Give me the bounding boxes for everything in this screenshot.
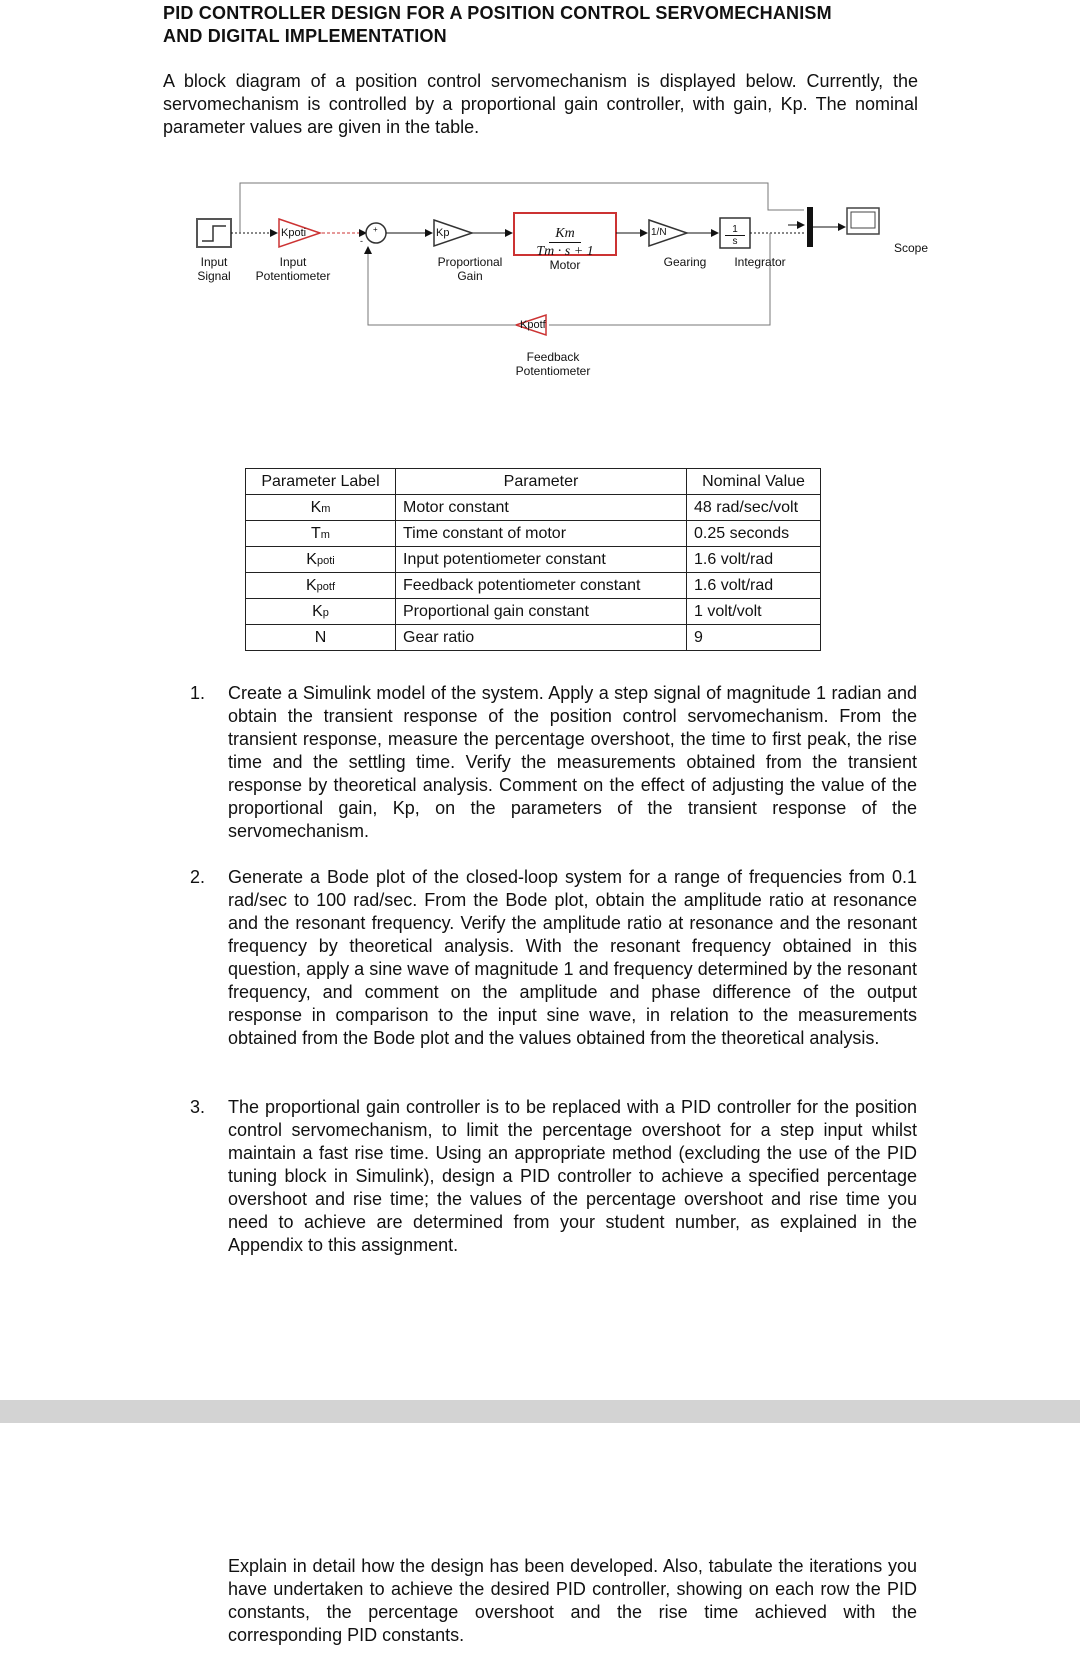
title-line-2: AND DIGITAL IMPLEMENTATION bbox=[163, 26, 447, 46]
mux-block bbox=[807, 207, 813, 247]
row-symbol: Kpotf bbox=[246, 573, 396, 599]
integrator-denominator: s bbox=[732, 236, 738, 247]
row-value: 1.6 volt/rad bbox=[687, 547, 821, 573]
header-parameter: Parameter bbox=[396, 469, 687, 495]
row-parameter: Input potentiometer constant bbox=[396, 547, 687, 573]
row-symbol: Kpoti bbox=[246, 547, 396, 573]
question-1 bbox=[190, 682, 917, 843]
motor-numerator: Km bbox=[549, 225, 580, 243]
question-number: 3. bbox=[190, 1097, 206, 1117]
label-feedback-potentiometer: Feedback Potentiometer bbox=[515, 350, 591, 378]
sum-minus-sign: - bbox=[360, 236, 363, 246]
question-text: Create a Simulink model of the system. Apply a step signal of magnitude 1 radian and obtain the transient response of the position control servomechanism. From the transient response, measure the percentage overshoot, the time to first peak, the rise time and the settling time. Verify the measurements obtained from the transient response by theoretical analysis. Comment on the effect of adjusting the value of the proportional gain, Kp, on the parameters of the transient response of the servomechanism. bbox=[228, 683, 917, 841]
page-separator-band bbox=[0, 1400, 1080, 1423]
label-proportional-gain: Proportional Gain bbox=[437, 255, 503, 283]
row-symbol: Km bbox=[246, 495, 396, 521]
gearing-text: 1/N bbox=[651, 227, 667, 238]
question-number: 2. bbox=[190, 867, 206, 887]
question-text: Generate a Bode plot of the closed-loop system for a range of frequencies from 0.1 rad/sec to 100 rad/sec. From the Bode plot, obtain the amplitude ratio at resonance and the resonant frequency. Verify the amplitude ratio at resonance and the resonant frequency by theoretical analysis. With the resonant frequency obtained in this question, apply a sine wave of magnitude 1 and frequency determined by the resonant frequency, and comment on the amplitude and phase difference of the output response in comparison to the input sine wave, in relation to the measurements obtained from the Bode plot and the values obtained from the theoretical analysis. bbox=[228, 867, 917, 1048]
label-gearing: Gearing bbox=[663, 255, 707, 269]
row-parameter: Gear ratio bbox=[396, 625, 687, 651]
row-value: 48 rad/sec/volt bbox=[687, 495, 821, 521]
row-parameter: Feedback potentiometer constant bbox=[396, 573, 687, 599]
row-value: 1.6 volt/rad bbox=[687, 573, 821, 599]
question-number: 1. bbox=[190, 683, 206, 703]
row-symbol: Kp bbox=[246, 599, 396, 625]
row-value: 9 bbox=[687, 625, 821, 651]
integrator-transfer-function bbox=[725, 224, 745, 247]
row-value: 0.25 seconds bbox=[687, 521, 821, 547]
row-value: 1 volt/volt bbox=[687, 599, 821, 625]
kp-text: Kp bbox=[436, 227, 450, 239]
row-parameter: Time constant of motor bbox=[396, 521, 687, 547]
table-row bbox=[246, 495, 821, 521]
label-scope: Scope bbox=[893, 241, 929, 255]
label-input-potentiometer: Input Potentiometer bbox=[255, 255, 331, 283]
label-integrator: Integrator bbox=[734, 255, 786, 269]
sum-plus-sign: + bbox=[373, 225, 378, 234]
table-row bbox=[246, 521, 821, 547]
integrator-numerator: 1 bbox=[725, 224, 745, 236]
table-row bbox=[246, 547, 821, 573]
motor-transfer-function bbox=[520, 225, 610, 260]
row-parameter: Motor constant bbox=[396, 495, 687, 521]
motor-denominator: Tm · s + 1 bbox=[536, 244, 594, 259]
row-symbol: Tm bbox=[246, 521, 396, 547]
table-header-row bbox=[246, 469, 821, 495]
header-parameter-label: Parameter Label bbox=[246, 469, 396, 495]
row-parameter: Proportional gain constant bbox=[396, 599, 687, 625]
label-input-signal: Input Signal bbox=[197, 255, 231, 283]
parameter-table bbox=[245, 468, 821, 651]
intro-paragraph: A block diagram of a position control servomechanism is displayed below. Currently, the servomechanism is controlled by a proportional gain controller, with gain, Kp. The nominal parameter values are given in the table. bbox=[163, 71, 918, 137]
step-source-icon bbox=[197, 219, 231, 247]
label-motor: Motor bbox=[549, 258, 581, 272]
table-row bbox=[246, 625, 821, 651]
kpotf-text: Kpotf bbox=[520, 319, 546, 331]
kpoti-text: Kpoti bbox=[281, 227, 307, 239]
question-2 bbox=[190, 866, 917, 1050]
scope-icon bbox=[847, 208, 879, 234]
title-line-1: PID CONTROLLER DESIGN FOR A POSITION CONTROL SERVOMECHANISM bbox=[163, 3, 832, 23]
header-nominal-value: Nominal Value bbox=[687, 469, 821, 495]
question-3 bbox=[190, 1096, 917, 1257]
question-text: The proportional gain controller is to be replaced with a PID controller for the position control servomechanism, to limit the percentage overshoot for a step input whilst maintain a fast rise time. Using an appropriate method (excluding the use of the PID tuning block in Simulink), design a PID controller to achieve a specified percentage overshoot and rise time; the values of the percentage overshoot and rise time you need to achieve are determined from your student number, as explained in the Appendix to this assignment. bbox=[228, 1097, 917, 1255]
closing-paragraph: Explain in detail how the design has been developed. Also, tabulate the iterations you have undertaken to achieve the desired PID controller, showing on each row the PID constants, the percentage overshoot and the rise time achieved with the corresponding PID constants. bbox=[228, 1556, 917, 1645]
row-symbol: N bbox=[246, 625, 396, 651]
document-title bbox=[163, 2, 923, 48]
table-row bbox=[246, 573, 821, 599]
table-row bbox=[246, 599, 821, 625]
block-diagram bbox=[180, 180, 960, 410]
